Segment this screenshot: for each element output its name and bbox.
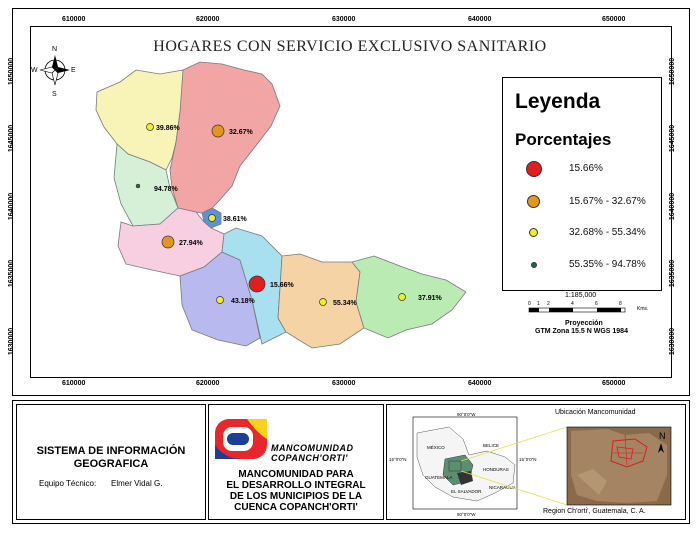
bottom-tick: 630000 — [332, 380, 356, 387]
legend-symbol-red — [526, 161, 542, 177]
location-caption: Region Ch'orti', Guatemala, C. A. — [543, 508, 646, 515]
region-label: 94.78% — [154, 186, 178, 193]
sig-title-line: SISTEMA DE INFORMACIÓN — [36, 445, 186, 457]
legend-item — [517, 193, 657, 213]
svg-text:2: 2 — [547, 301, 550, 307]
brand-line: MANCOMUNIDAD — [271, 443, 354, 453]
region-pink — [170, 62, 280, 214]
region-label: 38.61% — [223, 216, 247, 223]
right-tick: 1630000 — [669, 327, 677, 356]
symbol-27-94 — [162, 236, 174, 248]
legend-label: 55.35% - 94.78% — [569, 259, 646, 270]
organization-name — [209, 469, 383, 513]
legend-title: Leyenda — [515, 90, 601, 113]
legend-symbol-yellow — [529, 228, 538, 237]
left-tick: 1640000 — [8, 192, 16, 221]
top-tick: 630000 — [332, 16, 356, 23]
svg-text:MÉXICO: MÉXICO — [427, 445, 445, 450]
legend-label: 15.66% — [569, 163, 603, 174]
projection-name: GTM Zona 15.5 N WGS 1984 — [535, 328, 628, 335]
symbol-43-18 — [217, 297, 224, 304]
region-label: 37.91% — [418, 295, 442, 302]
svg-text:90°0'0"W: 90°0'0"W — [457, 512, 476, 517]
top-tick: 620000 — [196, 16, 220, 23]
svg-text:0: 0 — [528, 301, 531, 307]
symbol-94-78 — [136, 184, 140, 188]
left-tick: 1645000 — [8, 124, 16, 153]
legend-label: 15.67% - 32.67% — [569, 196, 646, 207]
region-label: 39.86% — [156, 125, 180, 132]
svg-text:EL SALVADOR: EL SALVADOR — [451, 489, 482, 494]
right-tick: 1650000 — [669, 57, 677, 86]
legend-box — [502, 77, 662, 291]
svg-text:4: 4 — [571, 301, 574, 307]
right-tick: 1640000 — [669, 192, 677, 221]
legend-symbol-green — [531, 262, 537, 268]
team-label: Equipo Técnico: — [39, 479, 97, 488]
region-label: 32.67% — [229, 129, 253, 136]
region-label: 27.94% — [179, 240, 203, 247]
compass-e: E — [71, 67, 76, 74]
legend-item — [517, 256, 657, 276]
top-tick: 610000 — [62, 16, 86, 23]
compass-n: N — [52, 46, 58, 53]
left-tick: 1630000 — [8, 327, 16, 356]
region-label: 55.34% — [333, 300, 357, 307]
sig-title-line: GEOGRAFICA — [73, 458, 149, 470]
legend-label: 32.68% - 55.34% — [569, 227, 646, 238]
location-inset-map — [387, 405, 685, 519]
svg-text:15°0'0"N: 15°0'0"N — [519, 457, 537, 462]
region-yellow — [96, 70, 185, 170]
legend-item — [517, 224, 657, 244]
legend-symbol-orange — [527, 195, 540, 208]
symbol-32-67 — [212, 125, 224, 137]
bottom-tick: 640000 — [468, 380, 492, 387]
svg-text:HONDURAS: HONDURAS — [483, 467, 509, 472]
svg-text:Kms.: Kms. — [637, 306, 649, 312]
svg-text:NICARAGUA: NICARAGUA — [489, 485, 516, 490]
logo-panel — [208, 404, 384, 520]
logo-brand — [271, 443, 354, 463]
org-line: DE LOS MUNICIPIOS DE LA — [229, 491, 363, 502]
org-line: MANCOMUNIDAD PARA — [238, 469, 354, 480]
brand-line: COPANCH'ORTI' — [271, 453, 348, 463]
sig-panel — [16, 404, 206, 520]
org-line: CUENCA COPANCH'ORTI' — [234, 502, 358, 513]
symbol-39-86 — [147, 124, 154, 131]
compass-s: S — [52, 91, 57, 98]
org-line: EL DESARROLLO INTEGRAL — [226, 480, 366, 491]
svg-text:8: 8 — [619, 301, 622, 307]
bottom-tick: 650000 — [602, 380, 626, 387]
projection-title: Proyección — [565, 320, 603, 327]
symbol-55-34 — [320, 299, 327, 306]
sig-title — [17, 445, 205, 471]
region-green-east — [352, 256, 466, 338]
right-tick: 1635000 — [669, 259, 677, 288]
svg-text:6: 6 — [595, 301, 598, 307]
region-label: 15.66% — [270, 282, 294, 289]
map-title: HOGARES CON SERVICIO EXCLUSIVO SANITARIO — [153, 38, 547, 55]
symbol-38-61 — [209, 215, 216, 222]
legend-subtitle: Porcentajes — [515, 130, 612, 149]
location-title: Ubicación Mancomunidad — [555, 409, 636, 416]
top-tick: 650000 — [602, 16, 626, 23]
top-tick: 640000 — [468, 16, 492, 23]
svg-text:GUATEMALA: GUATEMALA — [425, 475, 453, 480]
legend-item — [517, 160, 657, 180]
svg-text:90°0'0"W: 90°0'0"W — [457, 412, 476, 417]
svg-text:BELICE: BELICE — [483, 443, 500, 448]
region-label: 43.18% — [231, 298, 255, 305]
svg-text:15°0'0"N: 15°0'0"N — [389, 457, 407, 462]
right-tick: 1645000 — [669, 124, 677, 153]
location-panel — [386, 404, 686, 520]
north-arrow-icon — [31, 46, 76, 98]
svg-text:N: N — [659, 431, 666, 441]
bottom-tick: 610000 — [62, 380, 86, 387]
symbol-37-91 — [399, 294, 406, 301]
scale-ratio: 1:185,000 — [565, 292, 597, 299]
left-tick: 1635000 — [8, 259, 16, 288]
scale-block — [525, 292, 660, 336]
mancomunidad-logo-icon — [213, 415, 273, 465]
compass-w: W — [31, 67, 38, 74]
left-tick: 1650000 — [8, 57, 16, 86]
symbol-15-66 — [249, 276, 265, 292]
team-name: Elmer Vidal G. — [111, 479, 163, 488]
bottom-tick: 620000 — [196, 380, 220, 387]
svg-text:1: 1 — [537, 301, 540, 307]
